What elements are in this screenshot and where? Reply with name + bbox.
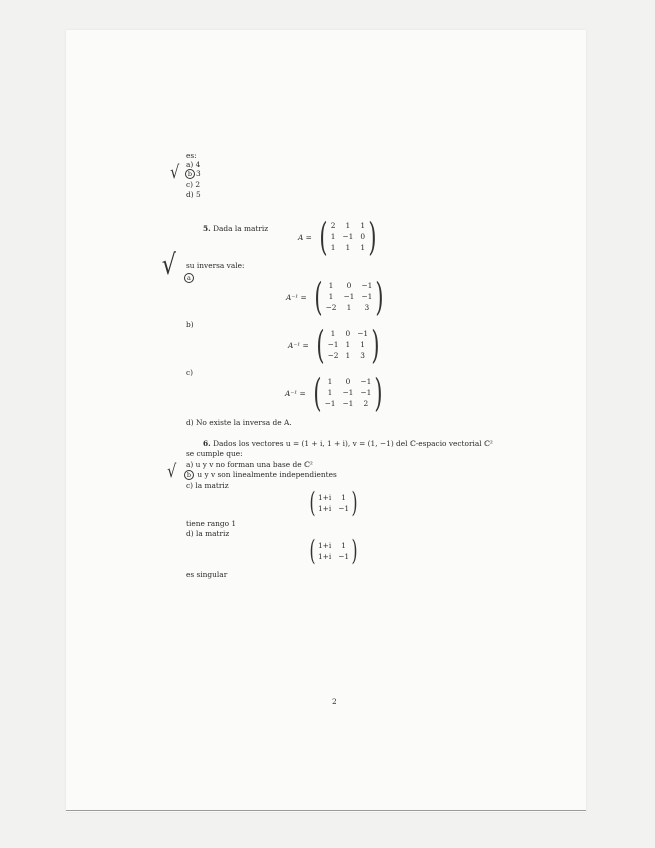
q5-option-c-matrix: A⁻¹ = ( 1 0 −1 1 −1 −1 −1 −1 2 ) bbox=[285, 371, 383, 415]
prev-option-d: d) 5 bbox=[186, 190, 201, 199]
circled-answer-mark: a bbox=[184, 273, 194, 283]
q5-option-a-matrix: A⁻¹ = ( 1 0 −1 1 −1 −1 −2 1 3 ) bbox=[286, 275, 384, 319]
q6-option-c-matrix: ( 1+i 1 1+i −1 ) bbox=[309, 486, 358, 519]
q6-option-d-matrix: ( 1+i 1 1+i −1 ) bbox=[309, 534, 358, 567]
q6-option-b: b u y v son linealmente independientes bbox=[184, 470, 337, 480]
circled-answer-mark: b bbox=[185, 169, 195, 179]
q6-option-d: d) la matriz bbox=[186, 529, 230, 538]
circled-answer-mark: b bbox=[184, 470, 194, 480]
q6-after-d: es singular bbox=[186, 570, 228, 579]
page-number: 2 bbox=[332, 697, 337, 706]
paper-sheet bbox=[66, 30, 586, 812]
checkmark-icon: √ bbox=[167, 461, 177, 482]
q6-intro: 6. Dados los vectores u = (1 + i, 1 + i), v = (1, −1) del ℂ-espacio vectorial ℂ² bbox=[203, 439, 493, 448]
q5-option-d: d) No existe la inversa de A. bbox=[186, 418, 292, 427]
q5-option-b-label: b) bbox=[186, 320, 194, 329]
checkmark-icon: √ bbox=[161, 248, 177, 281]
q6-after-c: tiene rango 1 bbox=[186, 519, 237, 528]
q6-option-c: c) la matriz bbox=[186, 481, 229, 490]
prev-question-lead: es: bbox=[186, 151, 197, 160]
q5-option-a-label bbox=[184, 273, 195, 283]
q5-option-b-matrix: A⁻¹ = ( 1 0 −1 −1 1 1 −2 1 3 ) bbox=[288, 323, 380, 367]
q5-prompt: su inversa vale: bbox=[186, 261, 245, 270]
q5-intro: 5. Dada la matriz bbox=[203, 224, 269, 233]
prev-option-c: c) 2 bbox=[186, 180, 201, 189]
paper-bottom-edge bbox=[66, 810, 586, 811]
prev-option-a: a) 4 bbox=[186, 160, 201, 169]
prev-option-b: b 3 bbox=[185, 169, 201, 179]
q6-option-a: a) u y v no forman una base de ℂ² bbox=[186, 460, 313, 469]
q5-option-c-label: c) bbox=[186, 368, 194, 377]
q5-matrix: A = ( 2 1 1 1 −1 0 1 1 1 ) bbox=[298, 215, 377, 259]
checkmark-icon: √ bbox=[170, 162, 180, 183]
q6-continuation: se cumple que: bbox=[186, 449, 243, 458]
